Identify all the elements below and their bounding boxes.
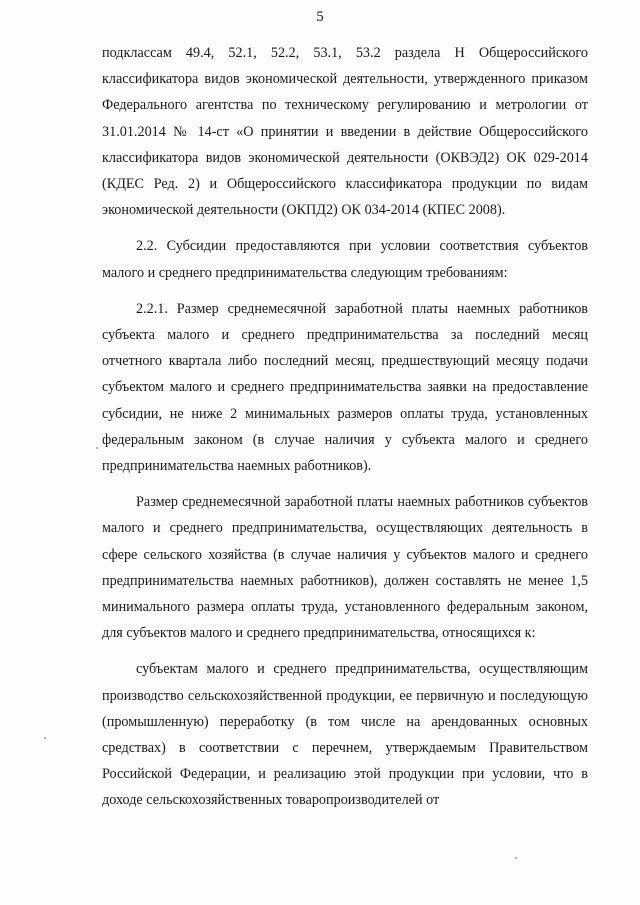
document-body: [102, 40, 588, 814]
scan-speck: [44, 737, 46, 739]
paragraph-okved-continuation: подклассам 49.4, 52.1, 52.2, 53.1, 53.2 раздела H Общероссийского классификатора видов экономической деятельности, утвержденного приказом Федерального агентства по техническому регулированию и метрологии от 31.01.2014 № 14-ст «О принятии и введении в действие Общероссийского классификатора видов экономической деятельности (ОКВЭД2) ОК 029-2014 (КДЕС Ред. 2) и Общероссийского классификатора продукции по видам экономической деятельности (ОКПД2) ОК 034-2014 (КПЕС 2008).: [102, 45, 588, 219]
paragraph-2-2-1-salary-requirement: 2.2.1. Размер среднемесячной заработной платы наемных работников субъекта малого и среднего предпринимательства за последний месяц отчетного квартала либо последний месяц, предшествующий месяцу подачи субъектом малого и среднего предпринимательства заявки на предоставление субсидии, не ниже 2 минимальных размеров оплаты труда, установленных федеральным законом (в случае наличия у субъекта малого и среднего предпринимательства наемных работников).: [102, 300, 588, 475]
paragraph-agricultural-producers: субъектам малого и среднего предпринимательства, осуществляющим производство сельскохозяйственной продукции, ее первичную и последующую (промышленную) переработку (в том числе на арендованных основных средствах) в соответствии с перечнем, утверждаемым Правительством Российской Федерации, и реализацию этой продукции при условии, что в доходе сельскохозяйственных товаропроизводителей от: [102, 661, 588, 809]
paragraph-agriculture-salary: Размер среднемесячной заработной платы наемных работников субъектов малого и среднего предпринимательства, осуществляющих деятельность в сфере сельского хозяйства (в случае наличия у субъектов малого и среднего предпринимательства наемных работников), должен составлять не менее 1,5 минимального размера оплаты труда, установленного федеральным законом, для субъектов малого и среднего предпринимательства, относящихся к:: [102, 494, 588, 642]
scan-speck: [96, 447, 98, 449]
paragraph-2-2-conditions: 2.2. Субсидии предоставляются при условии соответствия субъектов малого и среднего предпринимательства следующим требованиям:: [102, 238, 588, 281]
page-number: 5: [316, 9, 324, 25]
scan-speck: [515, 857, 517, 859]
